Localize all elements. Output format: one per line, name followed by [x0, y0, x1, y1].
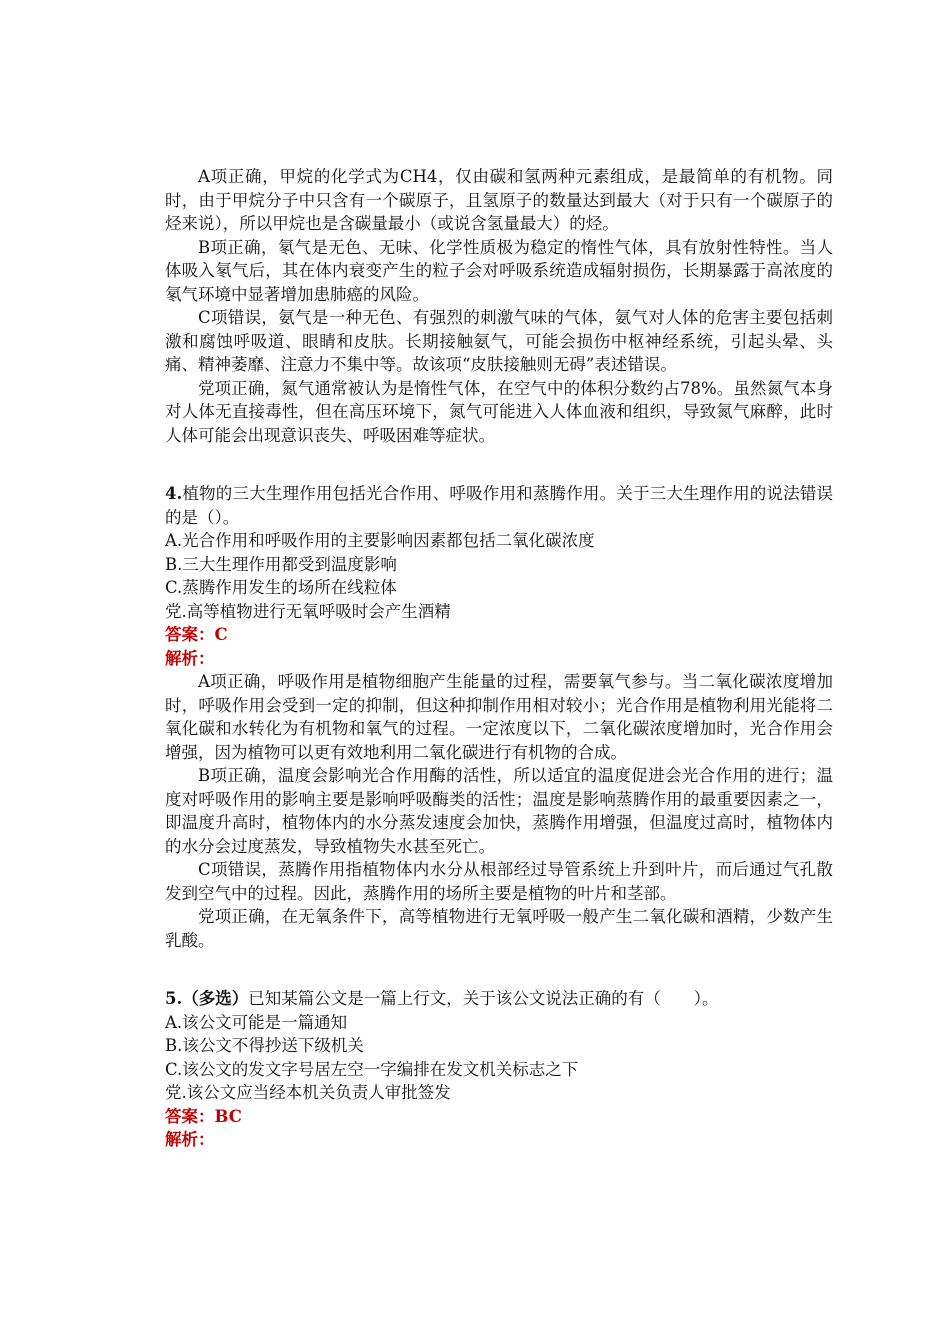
q4-analysis-d: 党项正确，在无氧条件下，高等植物进行无氧呼吸一般产生二氧化碳和酒精，少数产生乳酸。: [165, 907, 833, 950]
spacer: [165, 447, 833, 482]
q4-option-d: 党.高等植物进行无氧呼吸时会产生酒精: [165, 601, 451, 621]
q5-answer: 答案：BC: [165, 1106, 242, 1126]
q3-analysis-a: A项正确，甲烷的化学式为CH4，仅由碳和氢两种元素组成，是最简单的有机物。同时，由于甲烷分子中只含有一个碳原子，且氢原子的数量达到最大（对于只有一个碳原子的烃来说），所以甲烷也是含碳量最小（或说含氢量最大）的烃。: [165, 167, 833, 233]
document-page: [165, 165, 833, 1152]
q3-analysis-c: C项错误，氨气是一种无色、有强烈的刺激气味的气体，氨气对人体的危害主要包括刺激和腐蚀呼吸道、眼睛和皮肤。长期接触氨气，可能会损伤中枢神经系统，引起头晕、头痛、精神萎靡、注意力不集中等。故该项“皮肤接触则无碍”表述错误。: [165, 308, 833, 374]
q4-option-a: A.光合作用和呼吸作用的主要影响因素都包括二氧化碳浓度: [165, 531, 595, 550]
q5-number: 5.: [165, 989, 183, 1008]
q3-analysis-b: B项正确，氡气是无色、无味、化学性质极为稳定的惰性气体，具有放射性特性。当人体吸入氡气后，其在体内衰变产生的粒子会对呼吸系统造成辐射损伤，长期暴露于高浓度的氡气环境中显著增加患肺癌的风险。: [165, 237, 833, 304]
q4-analysis-c: C项错误，蒸腾作用指植物体内水分从根部经过导管系统上升到叶片，而后通过气孔散发到空气中的过程。因此，蒸腾作用的场所主要是植物的叶片和茎部。: [165, 860, 833, 903]
q4-number: 4.: [165, 484, 183, 503]
spacer: [165, 952, 833, 987]
q5-stem: [165, 987, 833, 1011]
q5-option-c: C.该公文的发文字号居左空一字编排在发文机关标志之下: [165, 1059, 579, 1079]
q5-stem-text: 已知某篇公文是一篇上行文，关于该公文说法正确的有（ ）。: [248, 989, 719, 1008]
q4-answer: 答案：C: [165, 625, 228, 644]
q4-stem: [165, 482, 833, 529]
q4-analysis-b: B项正确，温度会影响光合作用酶的活性，所以适宜的温度促进会光合作用的进行；温度对呼吸作用的影响主要是影响呼吸酶类的活性；温度是影响蒸腾作用的最重要因素之一，即温度升高时，植物体内的水分蒸发速度会加快，蒸腾作用增强，但温度过高时，植物体内的水分会过度蒸发，导致植物失水甚至死亡。: [165, 766, 833, 856]
q5-option-b: B.该公文不得抄送下级机关: [165, 1036, 364, 1055]
q4-option-b: B.三大生理作用都受到温度影响: [165, 554, 397, 574]
q5-option-d: 党.该公文应当经本机关负责人审批签发: [165, 1083, 451, 1102]
question-4: [165, 482, 833, 952]
q5-tag: （多选）: [182, 989, 249, 1008]
q4-analysis-a: A项正确，呼吸作用是植物细胞产生能量的过程，需要氧气参与。当二氧化碳浓度增加时，呼吸作用会受到一定的抑制，但这种抑制作用相对较小；光合作用是植物利用光能将二氧化碳和水转化为有机物和氧气的过程。一定浓度以下，二氧化碳浓度增加时，光合作用会增强，因为植物可以更有效地利用二氧化碳进行有机物的合成。: [165, 672, 833, 762]
q5-option-a: A.该公文可能是一篇通知: [165, 1012, 348, 1032]
q5-analysis-label: 解析：: [165, 1130, 215, 1149]
question-5: [165, 987, 833, 1152]
q4-analysis-label: 解析：: [165, 648, 215, 668]
q3-analysis-d: 党项正确，氮气通常被认为是惰性气体，在空气中的体积分数约占78%。虽然氮气本身对人体无直接毒性，但在高压环境下，氮气可能进入人体血液和组织，导致氮气麻醉，此时人体可能会出现意识丧失、呼吸困难等症状。: [165, 378, 833, 445]
q4-stem-text: 植物的三大生理作用包括光合作用、呼吸作用和蒸腾作用。关于三大生理作用的说法错误的是（）。: [165, 484, 833, 527]
q4-option-c: C.蒸腾作用发生的场所在线粒体: [165, 578, 397, 597]
